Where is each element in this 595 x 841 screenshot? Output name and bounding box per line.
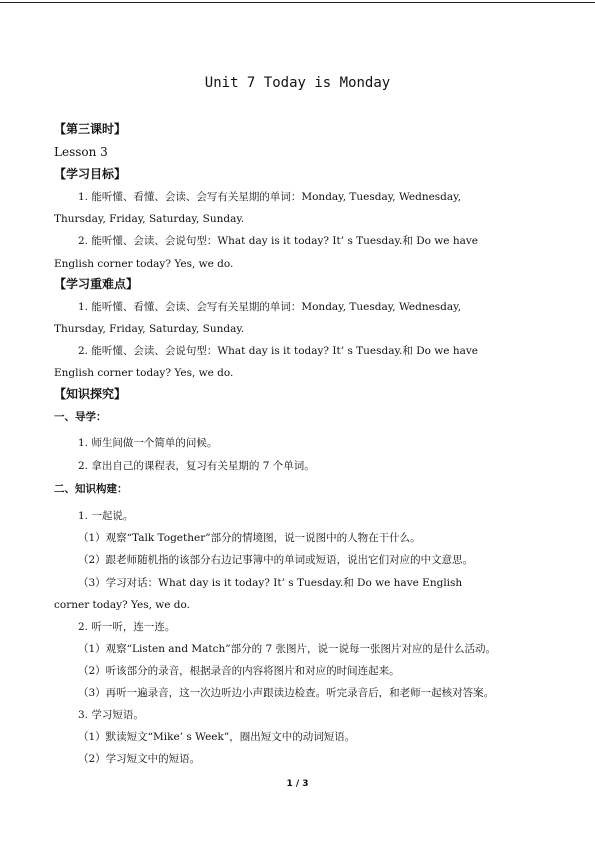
build-item: （3）再听一遍录音，这一次边听边小声跟读边检查。听完录音后，和老师一起核对答案。 [78,687,495,699]
build-item: （2）跟老师随机指的该部分右边记事簿中的单词或短语，说出它们对应的中文意思。 [78,554,474,566]
goal-line: Thursday, Friday, Saturday, Sunday. [54,213,245,225]
guide-item: 2. 拿出自己的课程表，复习有关星期的 7 个单词。 [78,460,315,472]
build-item: （3）学习对话：What day is it today? It’ s Tuesday.和 Do we have English [78,577,463,589]
guide-heading: 一、导学： [54,411,107,423]
key-point-line: 2. 能听懂、会读、会说句型：What day is it today? It’ s Tuesday.和 Do we have [78,345,479,357]
key-point-line: Thursday, Friday, Saturday, Sunday. [54,323,245,335]
build-item: 2. 听一听，连一连。 [78,621,176,633]
build-item: （2）学习短文中的短语。 [78,753,201,765]
explore-heading: 【知识探究】 [54,387,127,401]
build-item: （1）默读短文“Mike’ s Week”，圈出短文中的动词短语。 [78,731,356,743]
build-item: 3. 学习短语。 [78,709,144,721]
goal-line: 2. 能听懂、会读、会说句型：What day is it today? It’ s Tuesday.和 Do we have [78,235,479,247]
build-item: corner today? Yes, we do. [54,599,191,611]
lesson-label: Lesson 3 [54,145,108,159]
build-item: （1）观察“Talk Together”部分的情境图，说一说图中的人物在干什么。 [78,532,421,544]
guide-item: 1. 师生间做一个简单的问候。 [78,437,218,449]
key-point-line: 1. 能听懂、看懂、会读、会写有关星期的单词：Monday, Tuesday, Wednesday, [78,301,462,313]
key-point-line: English corner today? Yes, we do. [54,367,234,379]
build-item: （1）观察“Listen and Match”部分的 7 张图片，说一说每一张图片对应的是什么活动。 [78,643,496,655]
goal-line: English corner today? Yes, we do. [54,258,234,270]
key-points-heading: 【学习重难点】 [54,277,139,291]
build-item: （2）听该部分的录音，根据录音的内容将图片和对应的时间连起来。 [78,665,400,677]
page-number: 1 / 3 [286,779,309,789]
build-item: 1. 一起说。 [78,510,134,522]
build-heading: 二、知识构建： [54,483,128,495]
goal-line: 1. 能听懂、看懂、会读、会写有关星期的单词：Monday, Tuesday, Wednesday, [78,191,462,203]
top-border-line [0,2,595,3]
document-title: Unit 7 Today is Monday [204,75,391,91]
goals-heading: 【学习目标】 [54,167,127,181]
lesson-heading: 【第三课时】 [54,122,127,136]
